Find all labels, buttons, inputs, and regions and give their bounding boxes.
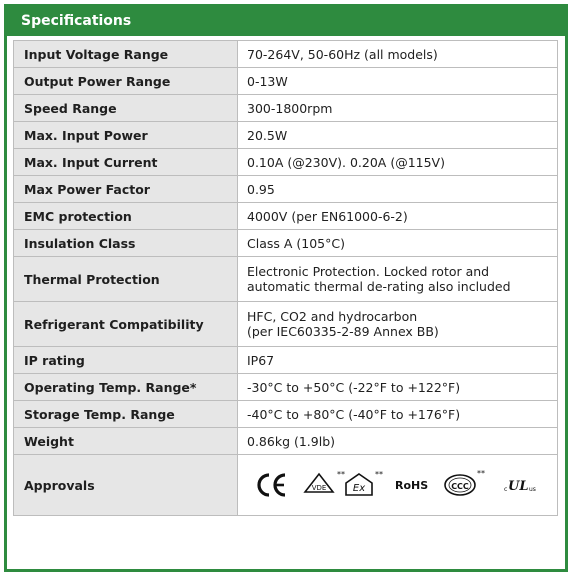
svg-text:VDE: VDE [311,484,327,492]
row-label: Insulation Class [14,230,238,257]
table-row [14,230,558,257]
value-line: automatic thermal de-rating also included [247,279,511,294]
svg-text:Ex: Ex [352,483,366,494]
ce-mark-icon [259,475,285,495]
value-line: HFC, CO2 and hydrocarbon [247,309,418,324]
ex-mark-icon [346,470,383,495]
value-line: Electronic Protection. Locked rotor and [247,264,490,279]
svg-text:UL: UL [508,479,529,494]
value-line: (per IEC60335-2-89 Annex BB) [247,324,439,339]
table-row [14,95,558,122]
rohs-mark-icon [395,479,428,492]
row-value: 0-13W [238,68,558,95]
row-label: Input Voltage Range [14,41,238,68]
page-title: Specifications [7,7,565,36]
row-label: Max. Input Current [14,149,238,176]
table-row [14,203,558,230]
row-value: -40°C to +80°C (-40°F to +176°F) [238,401,558,428]
svg-text:**: ** [477,469,485,478]
specifications-panel [4,4,568,572]
row-value: 0.86kg (1.9lb) [238,428,558,455]
svg-text:**: ** [375,470,383,479]
row-label: Speed Range [14,95,238,122]
row-value: 0.95 [238,176,558,203]
table-row [14,176,558,203]
approvals-cell [238,455,558,516]
table-row [14,302,558,347]
ccc-mark-icon [445,469,485,495]
row-value: IP67 [238,347,558,374]
table-row [14,455,558,516]
table-row [14,347,558,374]
svg-text:us: us [529,486,536,493]
row-label: Refrigerant Compatibility [14,302,238,347]
approval-logos [247,465,547,505]
row-label: Output Power Range [14,68,238,95]
row-label: IP rating [14,347,238,374]
row-value: 4000V (per EN61000-6-2) [238,203,558,230]
row-value: 70-264V, 50-60Hz (all models) [238,41,558,68]
svg-text:CCC: CCC [451,482,469,491]
table-row [14,149,558,176]
row-value [238,302,558,347]
row-label: Thermal Protection [14,257,238,302]
vde-mark-icon [305,470,345,492]
table-row [14,41,558,68]
table-row [14,257,558,302]
svg-text:c: c [504,486,508,493]
row-value: 20.5W [238,122,558,149]
specifications-table [13,40,558,516]
table-row [14,122,558,149]
row-label: Storage Temp. Range [14,401,238,428]
row-value: 0.10A (@230V). 0.20A (@115V) [238,149,558,176]
table-row [14,428,558,455]
table-row [14,374,558,401]
approval-marks [247,465,551,505]
row-value: 300-1800rpm [238,95,558,122]
row-label: Approvals [14,455,238,516]
ul-mark-icon [504,479,536,494]
row-value [238,257,558,302]
row-label: Max. Input Power [14,122,238,149]
table-row [14,68,558,95]
row-label: EMC protection [14,203,238,230]
row-value: Class A (105°C) [238,230,558,257]
row-value: -30°C to +50°C (-22°F to +122°F) [238,374,558,401]
row-label: Max Power Factor [14,176,238,203]
row-label: Weight [14,428,238,455]
row-label: Operating Temp. Range* [14,374,238,401]
svg-text:RoHS: RoHS [395,479,429,492]
table-row [14,401,558,428]
svg-text:**: ** [337,470,345,479]
